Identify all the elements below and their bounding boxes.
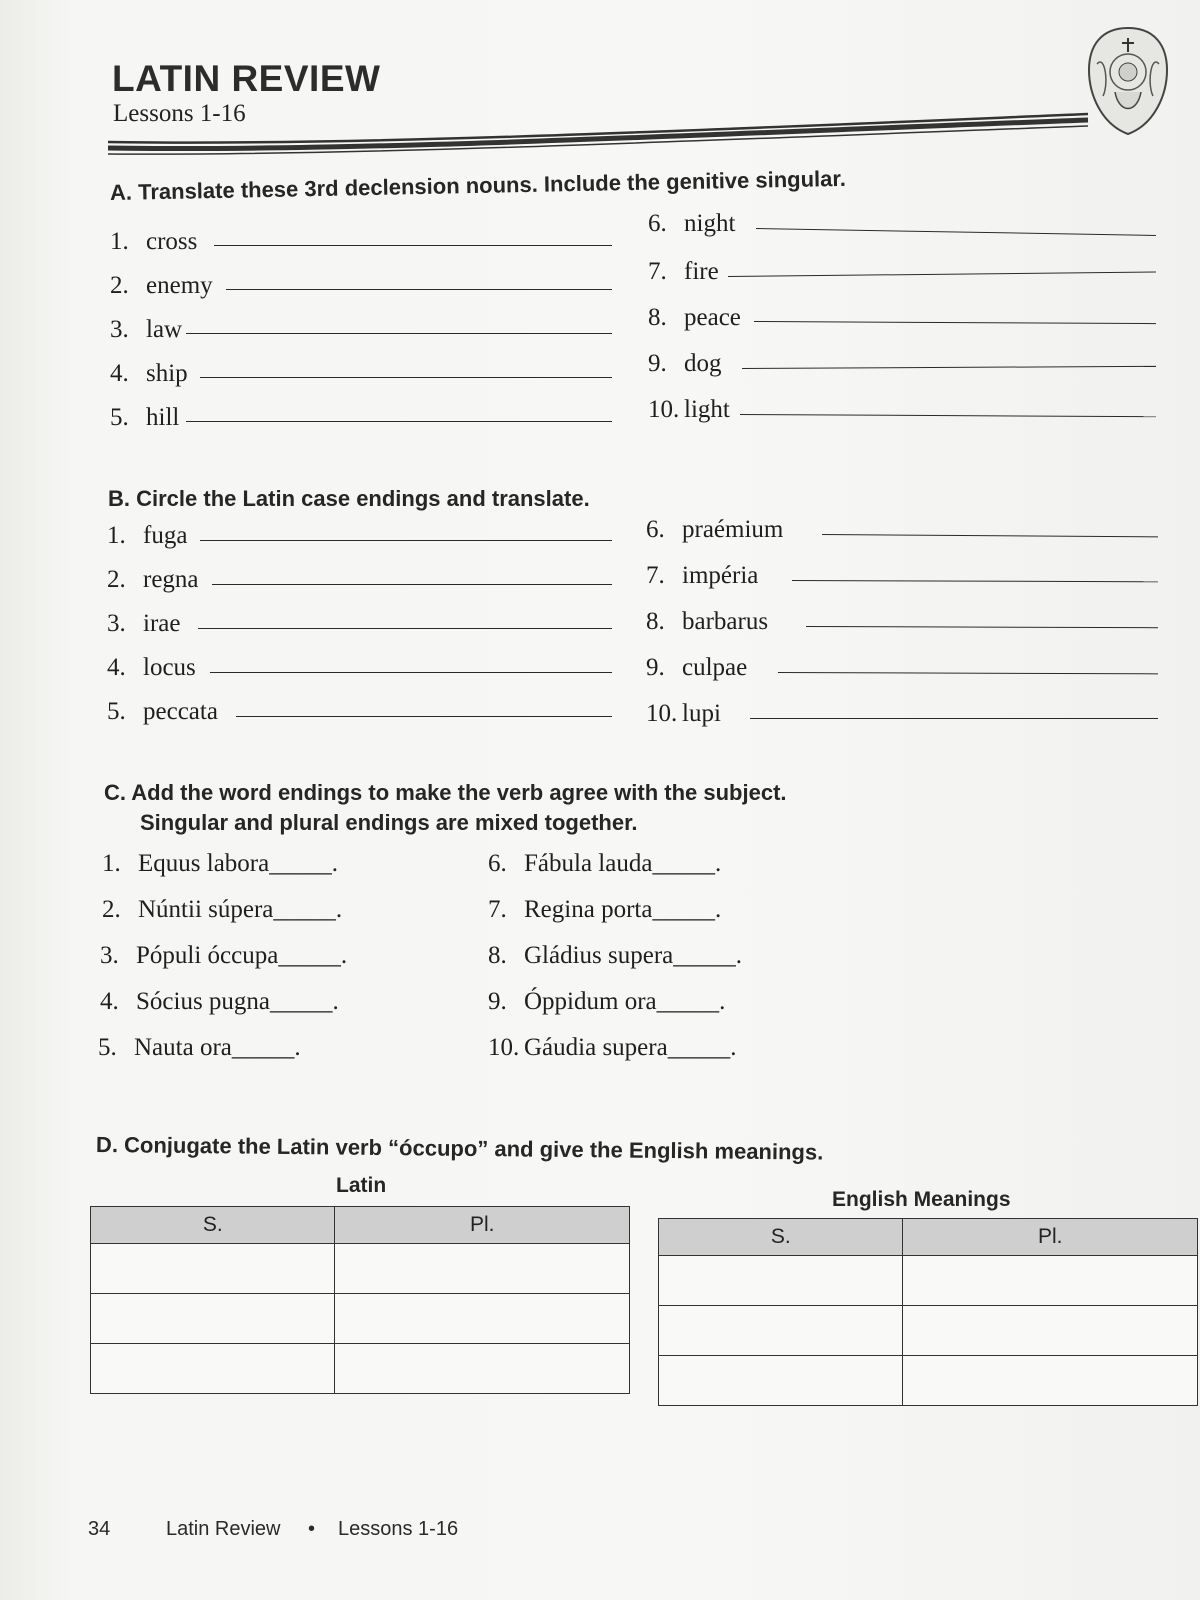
ending-blank[interactable]: _____. [278,942,348,969]
section-a-item-5: 5. hill [110,404,180,431]
section-b-item-5: 5. peccata [107,698,218,725]
section-c-item-10: 10. Gáudia supera_____. [488,1034,737,1061]
section-b-item-8: 8. barbarus [646,608,769,635]
page-subtitle: Lessons 1-16 [113,100,246,127]
section-b-item-9: 9. culpae [646,654,748,681]
section-a-item-10: 10. light [648,396,730,423]
footer-title: Latin Review [166,1518,281,1540]
answer-line[interactable] [186,421,612,422]
section-c-item-5: 5. Nauta ora_____. [98,1034,301,1061]
answer-line[interactable] [728,272,1156,277]
section-d-heading: D. Conjugate the Latin verb “óccupo” and give the English meanings. [95,1132,824,1165]
section-b-item-10: 10. lupi [646,700,721,727]
footer-page-number: 34 [88,1518,111,1540]
latin-2nd-person-singular-cell[interactable] [91,1294,335,1344]
english-2nd-person-singular-cell[interactable] [659,1306,903,1356]
column-header-singular: S. [659,1219,903,1256]
answer-line[interactable] [226,289,612,290]
latin-3rd-person-singular-cell[interactable] [91,1344,335,1394]
section-c-item-8: 8. Gládius supera_____. [488,942,743,969]
answer-line[interactable] [212,584,612,585]
page-title: LATIN REVIEW [112,58,381,99]
english-meanings-table [658,1218,1198,1406]
section-b-item-6: 6. praémium [646,516,784,543]
answer-line[interactable] [756,228,1156,236]
footer-lessons: Lessons 1-16 [338,1518,459,1540]
section-a-item-7: 7. fire [648,258,719,285]
section-a-item-3: 3. law [110,316,183,343]
section-b-item-1: 1. fuga [107,522,188,549]
answer-line[interactable] [792,580,1158,582]
latin-table-caption: Latin [336,1174,387,1197]
answer-line[interactable] [198,628,612,629]
section-b-item-3: 3. irae [107,610,181,637]
answer-line[interactable] [186,333,612,334]
section-c-item-4: 4. Sócius pugna_____. [100,988,339,1015]
answer-line[interactable] [200,540,612,541]
answer-line[interactable] [750,718,1158,719]
latin-1st-person-plural-cell[interactable] [335,1244,630,1294]
answer-line[interactable] [200,377,612,378]
section-c-item-2: 2. Núntii súpera_____. [102,896,343,923]
ending-blank[interactable]: _____. [270,988,339,1015]
answer-line[interactable] [822,534,1158,537]
answer-line[interactable] [778,672,1158,674]
section-b-item-4: 4. locus [107,654,196,681]
latin-2nd-person-plural-cell[interactable] [335,1294,630,1344]
answer-line[interactable] [754,321,1156,324]
english-2nd-person-plural-cell[interactable] [903,1306,1198,1356]
header-swoosh-rule [108,100,1098,160]
answer-line[interactable] [740,414,1156,417]
english-3rd-person-singular-cell[interactable] [659,1356,903,1406]
column-header-plural: Pl. [903,1219,1198,1256]
latin-conjugation-table [90,1206,630,1394]
answer-line[interactable] [742,366,1156,369]
latin-3rd-person-plural-cell[interactable] [335,1344,630,1394]
answer-line[interactable] [236,716,612,717]
ending-blank[interactable]: _____. [652,850,722,877]
saint-emblem-icon [1085,24,1171,138]
section-c-subheading: Singular and plural endings are mixed together. [140,810,638,835]
section-a-item-9: 9. dog [648,350,722,377]
section-c-heading: C. Add the word endings to make the verb agree with the subject. [104,780,787,805]
ending-blank[interactable]: _____. [273,896,343,923]
ending-blank[interactable]: _____. [656,988,726,1015]
section-c-item-1: 1. Equus labora_____. [102,850,338,877]
section-a-item-8: 8. peace [648,304,741,331]
section-a-item-6: 6. night [648,210,736,237]
section-c-item-9: 9. Óppidum ora_____. [488,988,726,1015]
section-a-heading: A. Translate these 3rd declension nouns. Include the genitive singular. [109,165,847,205]
english-1st-person-plural-cell[interactable] [903,1256,1198,1306]
section-b-item-7: 7. impéria [646,562,759,589]
english-1st-person-singular-cell[interactable] [659,1256,903,1306]
ending-blank[interactable]: _____. [673,942,743,969]
section-c-item-7: 7. Regina porta_____. [488,896,722,923]
section-a-item-2: 2. enemy [110,272,213,299]
column-header-singular: S. [91,1207,335,1244]
section-b-heading: B. Circle the Latin case endings and translate. [108,486,590,511]
section-a-item-1: 1. cross [110,228,198,255]
english-table-caption: English Meanings [832,1188,1011,1211]
ending-blank[interactable]: _____. [269,850,338,877]
column-header-plural: Pl. [335,1207,630,1244]
ending-blank[interactable]: _____. [667,1034,737,1061]
section-b-item-2: 2. regna [107,566,199,593]
answer-line[interactable] [210,672,612,673]
english-3rd-person-plural-cell[interactable] [903,1356,1198,1406]
latin-1st-person-singular-cell[interactable] [91,1244,335,1294]
section-a-item-4: 4. ship [110,360,188,387]
section-c-item-3: 3. Pópuli óccupa_____. [100,942,348,969]
answer-line[interactable] [806,626,1158,628]
ending-blank[interactable]: _____. [231,1034,301,1061]
footer-bullet: • [308,1518,316,1540]
answer-line[interactable] [214,245,612,246]
section-c-item-6: 6. Fábula lauda_____. [488,850,722,877]
ending-blank[interactable]: _____. [652,896,722,923]
